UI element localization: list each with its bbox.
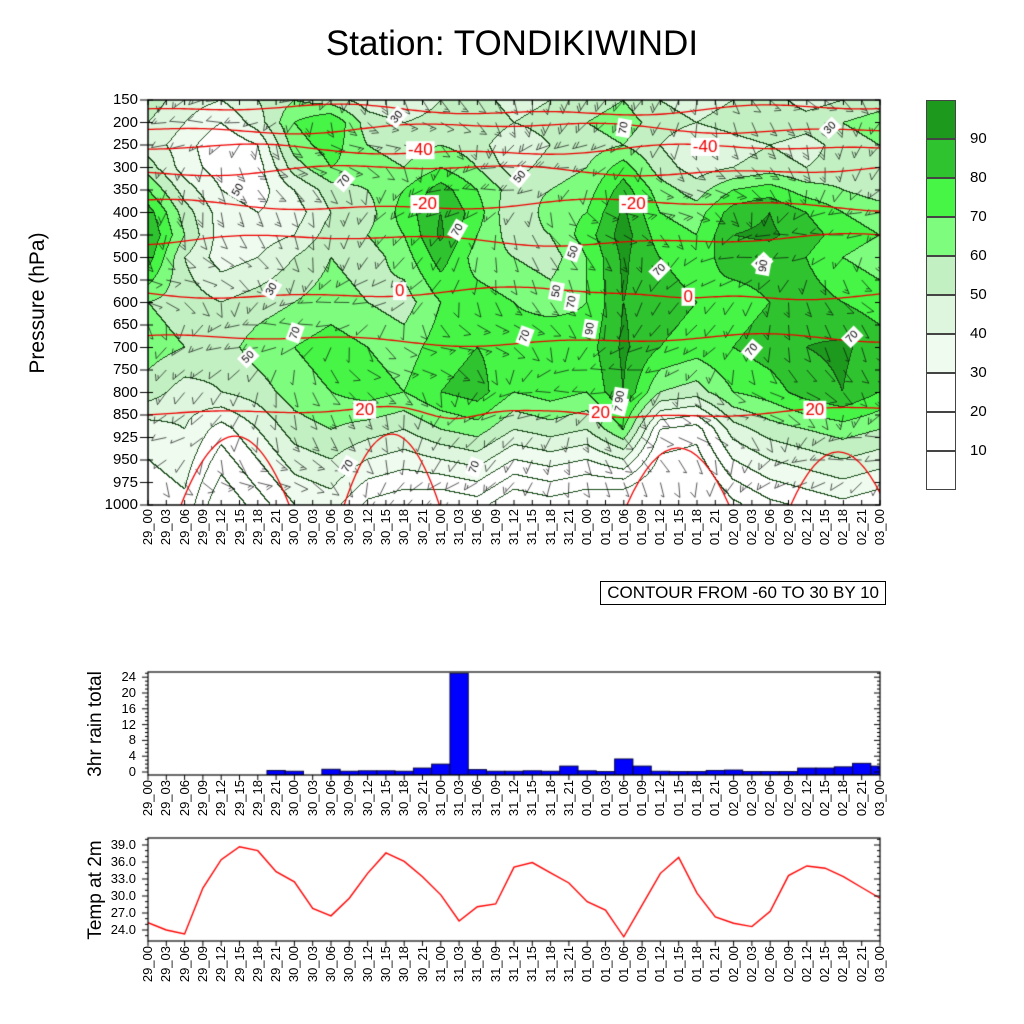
main-time-tick-label: 02_15	[817, 509, 833, 546]
rain-time-tick-label: 29_15	[231, 780, 247, 817]
pressure-tick-label: 400	[112, 203, 138, 221]
pressure-tick-label: 300	[112, 158, 138, 176]
temp-time-tick-label: 31_00	[432, 946, 448, 983]
rain-time-tick-label: 30_18	[396, 780, 412, 817]
main-time-tick-label: 02_03	[743, 509, 759, 546]
temp-time-tick-label: 01_09	[634, 946, 650, 983]
rain-time-tick-label: 01_00	[579, 780, 595, 817]
colorbar-cell	[926, 295, 956, 334]
rain-time-tick-label: 01_18	[689, 780, 704, 817]
colorbar-cell	[926, 451, 956, 490]
temp-time-tick-label: 01_06	[615, 946, 631, 983]
temp-time-tick-label: 01_03	[597, 946, 613, 983]
main-time-tick-label: 29_21	[268, 509, 284, 546]
rain-time-tick-label: 31_00	[432, 780, 448, 817]
main-time-tick-label: 02_09	[780, 509, 796, 546]
rain-time-tick-label: 29_06	[176, 780, 192, 817]
temp-time-tick-label: 31_21	[560, 946, 576, 983]
main-time-tick-label: 31_06	[469, 509, 485, 546]
rain-time-tick-label: 01_06	[615, 780, 631, 817]
temp-time-tick-label: 30_09	[341, 946, 357, 983]
rain-time-tick-label: 29_03	[158, 780, 174, 817]
temp-time-tick-label: 29_12	[213, 946, 229, 983]
colorbar-tick-label: 70	[970, 208, 987, 225]
temp-time-tick-label: 29_09	[194, 946, 210, 983]
colorbar-tick-label: 40	[970, 325, 987, 342]
pressure-tick-label: 950	[112, 451, 138, 468]
pressure-tick-label: 1000	[104, 496, 138, 513]
rain-time-tick-label: 02_06	[762, 780, 778, 817]
rain-time-tick-label: 30_21	[414, 780, 430, 817]
main-time-tick-label: 01_12	[652, 509, 668, 546]
rain-time-tick-label: 31_12	[506, 780, 521, 817]
temp-time-tick-label: 01_12	[652, 946, 668, 983]
rain-time-tick-label: 02_09	[780, 780, 796, 817]
temp-line-canvas	[140, 836, 888, 952]
rain-time-tick-label: 01_21	[707, 780, 723, 817]
pressure-tick-label: 650	[112, 316, 138, 333]
rain-ytick-label: 24	[121, 669, 136, 685]
pressure-tick-label: 600	[112, 293, 138, 311]
rain-time-tick-label: 02_00	[725, 780, 741, 817]
main-time-tick-label: 30_00	[286, 509, 302, 546]
colorbar-cell	[926, 139, 956, 178]
pressure-tick-label: 750	[112, 361, 138, 378]
main-time-tick-label: 30_15	[377, 509, 393, 546]
main-time-tick-label: 01_15	[670, 509, 686, 546]
rain-time-tick-label: 02_15	[817, 780, 833, 817]
pressure-tick-label: 975	[112, 473, 138, 491]
temp-ytick-label: 39.0	[110, 837, 136, 852]
temp-time-tick-label: 29_00	[140, 946, 155, 983]
pressure-tick-label: 200	[112, 113, 138, 131]
temp-time-tick-label: 01_18	[689, 946, 704, 983]
main-time-tick-label: 30_09	[341, 509, 357, 546]
colorbar-tick-label: 30	[970, 364, 987, 381]
rain-ytick-label: 0	[128, 764, 136, 779]
pressure-tick-label: 850	[112, 406, 138, 423]
colorbar-cell	[926, 256, 956, 295]
temp-time-tick-label: 01_00	[579, 946, 595, 983]
rain-time-tick-label: 01_03	[597, 780, 613, 817]
main-time-tick-label: 31_15	[524, 509, 540, 546]
temp-time-tick-label: 29_15	[231, 946, 247, 983]
main-time-tick-label: 01_03	[597, 509, 613, 546]
main-time-tick-label: 02_12	[798, 509, 814, 546]
pressure-tick-label: 925	[112, 428, 138, 446]
colorbar-tick-label: 10	[970, 442, 987, 459]
rain-axis-title: 3hr rain total	[85, 671, 106, 777]
temp-time-tick-label: 29_03	[158, 946, 174, 983]
rain-time-tick-label: 31_18	[542, 780, 558, 817]
main-time-tick-label: 29_06	[176, 509, 192, 546]
temp-time-tick-label: 30_21	[414, 946, 430, 983]
main-time-tick-label: 02_06	[762, 509, 778, 546]
temp-time-tick-label: 02_03	[743, 946, 759, 983]
temp-time-tick-label: 02_00	[725, 946, 741, 983]
pressure-tick-label: 250	[112, 136, 138, 153]
rain-time-tick-label: 02_12	[798, 780, 814, 817]
temp-time-tick-label: 31_03	[451, 946, 467, 983]
rain-time-tick-label: 29_12	[213, 780, 229, 817]
rain-time-tick-label: 31_15	[524, 780, 540, 817]
rain-time-tick-label: 29_18	[249, 780, 265, 817]
main-time-tick-label: 29_15	[231, 509, 247, 546]
temp-time-tick-label: 31_18	[542, 946, 558, 983]
main-time-tick-label: 03_00	[872, 509, 887, 546]
pressure-tick-label: 150	[112, 91, 138, 108]
temp-time-tick-label: 02_06	[762, 946, 778, 983]
colorbar-cell	[926, 217, 956, 256]
temp-time-tick-label: 30_15	[377, 946, 393, 983]
main-time-tick-label: 29_12	[213, 509, 229, 546]
temp-time-tick-label: 30_03	[304, 946, 320, 983]
rain-time-tick-label: 02_03	[743, 780, 759, 817]
temp-time-tick-label: 01_15	[670, 946, 686, 983]
temp-ytick-label: 33.0	[110, 871, 136, 886]
pressure-tick-label: 350	[112, 181, 138, 198]
temp-time-tick-label: 02_15	[817, 946, 833, 983]
rain-time-tick-label: 02_18	[835, 780, 851, 817]
rain-time-tick-label: 30_00	[286, 780, 302, 817]
pressure-tick-label: 800	[112, 383, 138, 401]
page-title: Station: TONDIKIWINDI	[325, 24, 699, 63]
main-time-tick-label: 02_18	[835, 509, 851, 546]
rain-time-tick-label: 29_00	[140, 780, 155, 817]
temp-time-tick-label: 02_21	[853, 946, 869, 983]
temp-time-tick-label: 30_12	[359, 946, 375, 983]
rain-ytick-label: 8	[128, 732, 136, 748]
rain-ytick-label: 20	[121, 685, 136, 700]
humidity-wind-section-canvas	[136, 95, 888, 510]
temp-time-tick-label: 29_18	[249, 946, 265, 983]
rain-time-tick-label: 01_09	[634, 780, 650, 817]
main-time-tick-label: 29_09	[194, 509, 210, 546]
temp-ytick-label: 24.0	[110, 922, 136, 937]
colorbar-tick-label: 60	[970, 247, 987, 264]
rain-time-tick-label: 30_15	[377, 780, 393, 817]
temp-time-tick-label: 29_21	[268, 946, 284, 983]
temp-time-tick-label: 02_18	[835, 946, 851, 983]
colorbar-tick-label: 50	[970, 286, 987, 303]
rain-time-tick-label: 31_09	[487, 780, 503, 817]
main-time-tick-label: 31_00	[432, 509, 448, 546]
main-time-tick-label: 01_09	[634, 509, 650, 546]
pressure-tick-label: 700	[112, 338, 138, 356]
temp-time-tick-label: 29_06	[176, 946, 192, 983]
main-time-tick-label: 01_00	[579, 509, 595, 546]
temp-time-tick-label: 31_09	[487, 946, 503, 983]
colorbar-tick-label: 90	[970, 130, 987, 147]
pressure-tick-label: 450	[112, 226, 138, 243]
rain-time-tick-label: 30_03	[304, 780, 320, 817]
main-time-tick-label: 30_18	[396, 509, 412, 546]
main-time-tick-label: 30_21	[414, 509, 430, 546]
main-time-tick-label: 01_21	[707, 509, 723, 546]
main-time-tick-label: 29_00	[140, 509, 155, 546]
main-time-tick-label: 31_09	[487, 509, 503, 546]
rain-time-tick-label: 31_03	[451, 780, 467, 817]
main-time-tick-label: 31_12	[506, 509, 521, 546]
temp-time-tick-label: 30_00	[286, 946, 302, 983]
temp-time-tick-label: 31_15	[524, 946, 540, 983]
main-time-tick-label: 31_03	[451, 509, 467, 546]
rain-time-tick-label: 01_12	[652, 780, 668, 817]
rain-ytick-label: 16	[121, 700, 136, 716]
colorbar-cell	[926, 412, 956, 451]
main-time-tick-label: 01_18	[689, 509, 704, 546]
rain-time-tick-label: 31_21	[560, 780, 576, 817]
temp-time-tick-label: 03_00	[872, 946, 887, 983]
main-time-tick-label: 02_00	[725, 509, 741, 546]
colorbar-cell	[926, 100, 956, 139]
pressure-tick-label: 500	[112, 248, 138, 266]
main-time-tick-label: 29_03	[158, 509, 174, 546]
contour-range-caption: CONTOUR FROM -60 TO 30 BY 10	[600, 581, 886, 605]
rain-time-tick-label: 30_09	[341, 780, 357, 817]
colorbar-cell	[926, 178, 956, 217]
rain-time-tick-label: 30_12	[359, 780, 375, 817]
rain-ytick-label: 12	[121, 716, 136, 732]
main-time-tick-label: 30_03	[304, 509, 320, 546]
rain-ytick-label: 4	[128, 748, 136, 764]
temp-time-tick-label: 31_12	[506, 946, 521, 983]
rain-time-tick-label: 02_21	[853, 780, 869, 817]
temp-time-tick-label: 30_06	[323, 946, 338, 983]
temp-axis-title: Temp at 2m	[85, 840, 106, 940]
rain-time-tick-label: 29_21	[268, 780, 284, 817]
rain-time-tick-label: 31_06	[469, 780, 485, 817]
colorbar-tick-label: 20	[970, 403, 987, 420]
pressure-axis-title: Pressure (hPa)	[26, 232, 49, 374]
colorbar-tick-label: 80	[970, 169, 987, 186]
colorbar-cell	[926, 334, 956, 373]
main-time-tick-label: 31_18	[542, 509, 558, 546]
temp-ytick-label: 27.0	[110, 905, 136, 920]
temp-time-tick-label: 02_12	[798, 946, 814, 983]
temp-time-tick-label: 31_06	[469, 946, 485, 983]
temp-time-tick-label: 30_18	[396, 946, 412, 983]
temp-ytick-label: 36.0	[110, 854, 136, 869]
temp-ytick-label: 30.0	[110, 888, 136, 903]
temp-time-tick-label: 02_09	[780, 946, 796, 983]
main-time-tick-label: 30_06	[323, 509, 338, 546]
main-time-tick-label: 01_06	[615, 509, 631, 546]
rain-bar-canvas	[140, 670, 888, 786]
main-time-tick-label: 02_21	[853, 509, 869, 546]
rain-time-tick-label: 29_09	[194, 780, 210, 817]
main-time-tick-label: 30_12	[359, 509, 375, 546]
temp-time-tick-label: 01_21	[707, 946, 723, 983]
main-time-tick-label: 31_21	[560, 509, 576, 546]
rain-time-tick-label: 01_15	[670, 780, 686, 817]
main-time-tick-label: 29_18	[249, 509, 265, 546]
rain-time-tick-label: 30_06	[323, 780, 338, 817]
colorbar-cell	[926, 373, 956, 412]
pressure-tick-label: 550	[112, 271, 138, 288]
rain-time-tick-label: 03_00	[872, 780, 887, 817]
